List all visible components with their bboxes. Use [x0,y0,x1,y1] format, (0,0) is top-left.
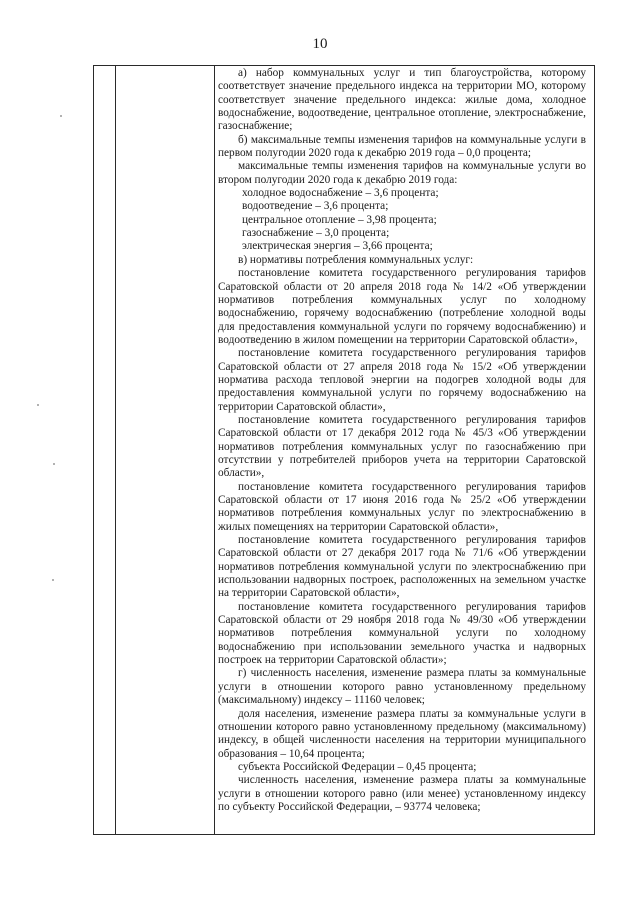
paragraph: постановление комитета государственного регулирования тарифов Саратовской области от 27 декабря 2017 года № 71/6 «Об утверждении нормативов потребления коммунальной услуги по электроснабжению при использовании надворных построек, расположенных на земельном участке на территории Саратовской области», [218,534,586,600]
list-item: центральное отопление – 3,98 процента; [242,213,437,226]
paragraph: а) набор коммунальных услуг и тип благоустройства, которому соответствует значение предельного индекса на территории МО, которому соответствует значение предельного индекса: жилые дома, холодное водоснабжение, водоотведение, центральное отопление, электроснабжение, газоснабжение; [218,67,586,133]
paragraph: постановление комитета государственного регулирования тарифов Саратовской области от 17 июня 2016 года № 25/2 «Об утверждении нормативов потребления коммунальных услуг по электроснабжению в жилых помещениях на территории Саратовской области», [218,480,586,533]
paragraph: численность населения, изменение размера платы за коммунальные услуги в отношении которого равно (или менее) установленному индексу по субъекту Российской Федерации, – 93774 человека; [218,774,586,813]
scan-speck [52,579,54,581]
paragraph: постановление комитета государственного регулирования тарифов Саратовской области от 17 декабря 2012 года № 45/3 «Об утверждении нормативов потребления коммунальных услуг по газоснабжению при отсутствии у потребителей приборов учета на территории Саратовской области», [218,413,586,480]
paragraph: максимальные темпы изменения тарифов на коммунальные услуги во втором полугодии 2020 года к декабрю 2019 года: [218,160,586,186]
scan-speck [37,404,39,406]
table-content-cell [218,67,586,814]
paragraph: б) максимальные темпы изменения тарифов на коммунальные услуги в первом полугодии 2020 года к декабрю 2019 года – 0,0 процента; [218,133,586,160]
scan-speck [60,115,62,117]
list-item: водоотведение – 3,6 процента; [242,200,389,213]
list-item: газоснабжение – 3,0 процента; [242,227,390,240]
paragraph: доля населения, изменение размера платы за коммунальные услуги в отношении которого равно установленному предельному (максимальному) индексу, в общей численности населения на территории муниципального образования – 10,64 процента; [218,707,586,760]
scan-speck [53,463,55,465]
paragraph: г) численность населения, изменение размера платы за коммунальные услуги в отношении которого равно установленному предельному (максимальному) индексу – 11160 человек; [218,667,586,707]
list-item: холодное водоснабжение – 3,6 процента; [242,187,439,200]
paragraph: постановление комитета государственного регулирования тарифов Саратовской области от 29 ноября 2018 года № 49/30 «Об утверждении нормативов потребления коммунальной услуги по холодному водоснабжению при использовании земельного участка и надворных построек на территории Саратовской области»; [218,600,586,667]
paragraph: постановление комитета государственного регулирования тарифов Саратовской области от 27 апреля 2018 года № 15/2 «Об утверждении норматива расхода тепловой энергии на подогрев холодной воды для предоставления коммунальной услуги по горячему водоснабжению на территории Саратовской области», [218,347,586,413]
column-divider [115,65,116,835]
list-item: электрическая энергия – 3,66 процента; [242,240,433,253]
column-divider [214,65,215,835]
paragraph: постановление комитета государственного регулирования тарифов Саратовской области от 20 апреля 2018 года № 14/2 «Об утверждении нормативов потребления коммунальных услуг по холодному водоснабжению, горячему водоснабжению (потребление холодной воды для предоставления коммунальной услуги по горячему водоснабжению) и водоотведению в жилом помещении на территории Саратовской области», [218,267,586,346]
page-number: 10 [312,36,328,52]
paragraph: субъекта Российской Федерации – 0,45 процента; [238,760,477,773]
paragraph: в) нормативы потребления коммунальных услуг: [238,253,474,266]
document-table [93,65,595,835]
